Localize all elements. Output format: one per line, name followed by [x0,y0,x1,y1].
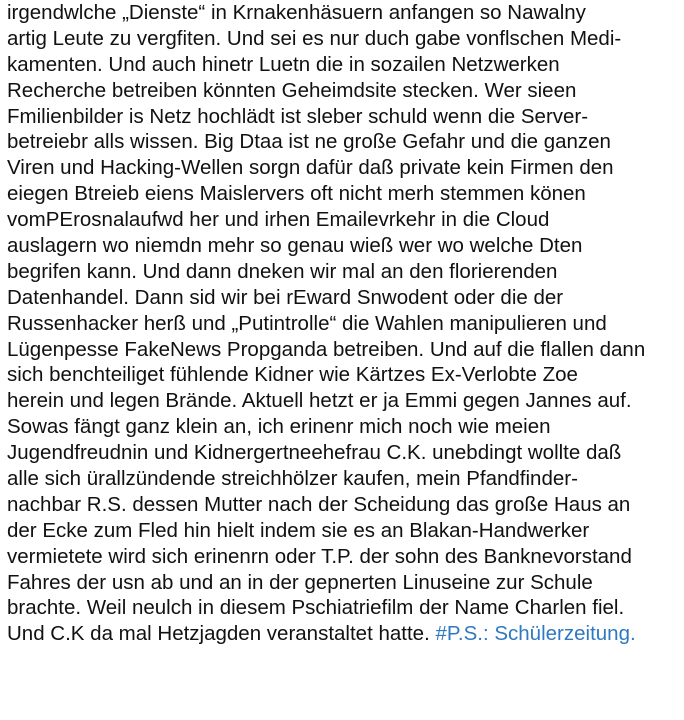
text-line-22: vermietete wird sich erinenrn oder T.P. der sohn des Banknevorstand [7,544,632,568]
hashtag-link[interactable]: #P.S.: Schülerzeitung. [435,622,636,646]
text-line-21: der Ecke zum Fled hin hielt indem sie es an Blakan-Handwerker [7,518,590,542]
text-line-3: kamenten. Und auch hinetr Luetn die in sozailen Netzwerken [7,52,560,76]
text-line-12: Datenhandel. Dann sid wir bei rEward Snwodent oder die der [7,285,564,309]
text-line-7: Viren und Hacking-Wellen sorgn dafür daß private kein Firmen den [7,156,614,180]
text-line-4: Recherche betreiben könnten Geheimdsite stecken. Wer sieen [7,78,577,102]
text-line-17: Sowas fängt ganz klein an, ich erinenr mich noch wie meien [7,415,551,439]
text-line-23: Fahres der usn ab und an in der gepnerten Linuseine zur Schule [7,570,593,594]
text-line-2: artig Leute zu vergfiten. Und sei es nur duch gabe vonflschen Medi- [7,26,622,50]
text-line-19: alle sich ürallzündende streichhölzer kaufen, mein Pfandfinder- [7,467,578,491]
text-line-24: brachte. Weil neulch in diesem Pschiatriefilm der Name Charlen fiel. [7,596,625,620]
text-line-25 [7,621,679,647]
last-line-text: Und C.K da mal Hetzjagden veranstaltet hatte. [7,622,436,646]
text-line-11: begrifen kann. Und dann dneken wir mal an den florierenden [7,259,558,283]
text-line-15: sich benchteiliget fühlende Kidner wie Kärtzes Ex-Verlobte Zoe [7,363,578,387]
text-line-10: auslagern wo niemdn mehr so genau wieß wer wo welche Dten [7,234,583,258]
text-line-13: Russenhacker herß und „Putintrolle“ die Wahlen manipulieren und [7,311,607,335]
text-line-5: Fmilienbilder is Netz hochlädt ist sleber schuld wenn die Server- [7,104,589,128]
document-text [7,0,679,647]
text-line-18: Jugendfreudnin und Kidnergertneehefrau C.K. unebdingt wollte daß [7,441,622,465]
text-line-20: nachbar R.S. dessen Mutter nach der Scheidung das große Haus an [7,492,631,516]
text-line-6: betreiebr alls wissen. Big Dtaa ist ne große Gefahr und die ganzen [7,130,611,154]
text-line-8: eiegen Btreieb eiens Maislervers oft nicht merh stemmen könen [7,182,586,206]
text-line-14: Lügenpesse FakeNews Propganda betreiben. Und auf die flallen dann [7,337,646,361]
text-line-16: herein und legen Brände. Aktuell hetzt er ja Emmi gegen Jannes auf. [7,389,632,413]
text-line-9: vomPErosnalaufwd her und irhen Emailevrkehr in die Cloud [7,208,550,232]
text-line-1: irgendwlche „Dienste“ in Krnakenhäsuern anfangen so Nawalny [7,1,586,24]
